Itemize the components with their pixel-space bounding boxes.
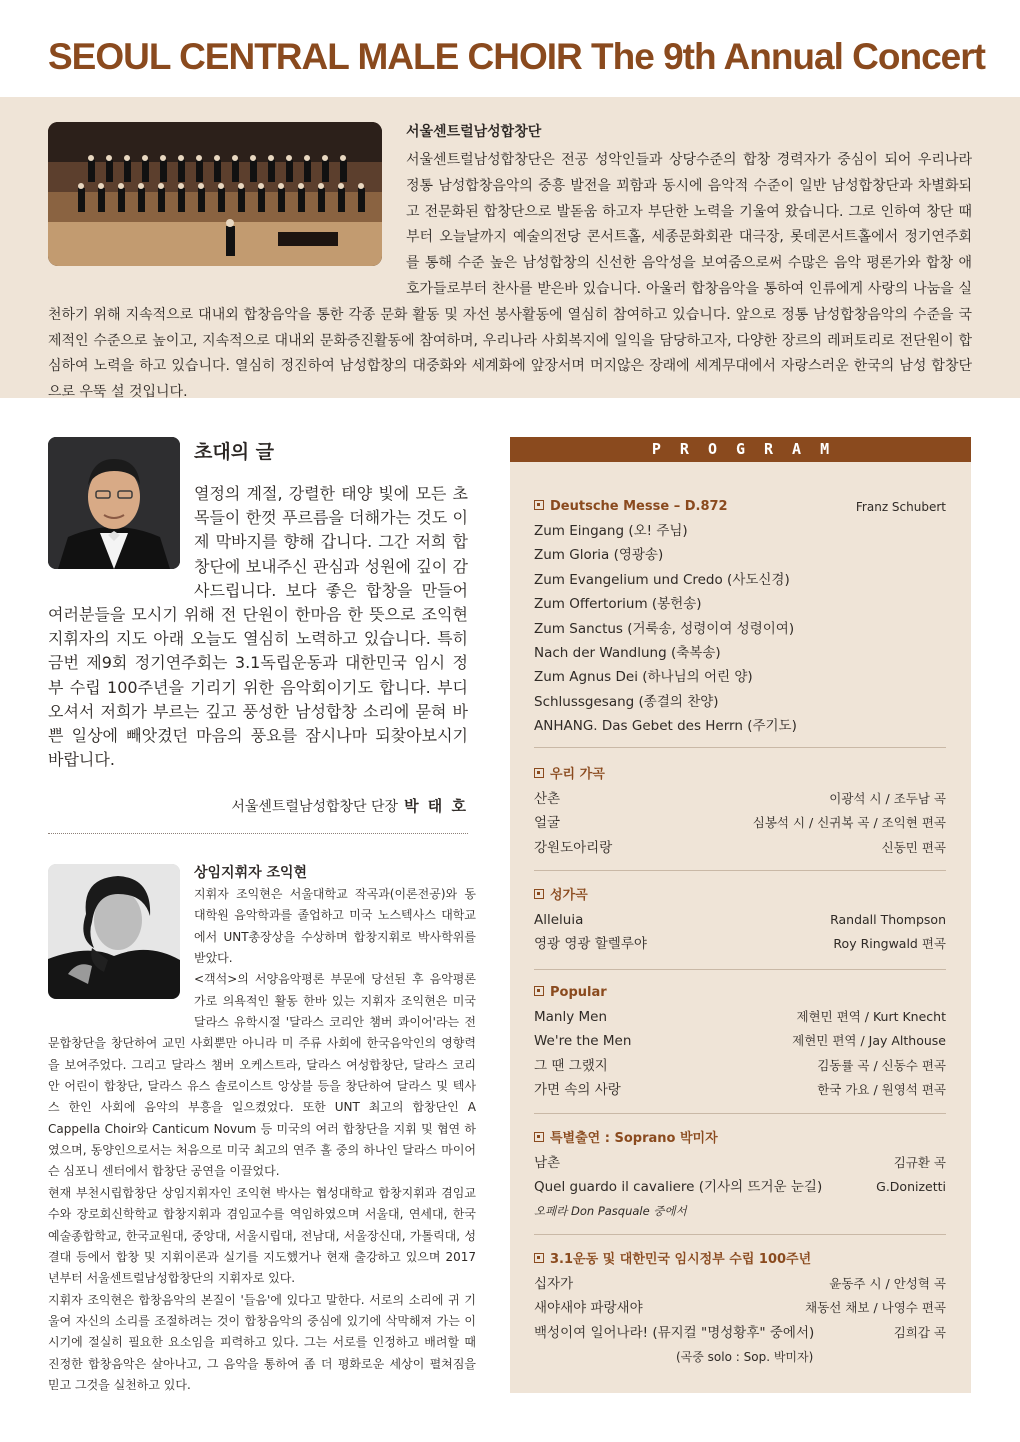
- section-rule: [534, 969, 946, 970]
- square-bullet-icon: [534, 1253, 544, 1263]
- section-title: [534, 1248, 946, 1272]
- choir-intro-section: [0, 97, 1020, 401]
- program-item: Quel guardo il cavaliere (기사의 뜨거운 눈길) G.Donizetti: [534, 1179, 946, 1196]
- program-item: Zum Offertorium (봉헌송): [534, 596, 702, 613]
- signature-name: 박 태 호: [404, 797, 468, 815]
- program-item: 산촌 이광석 시 / 조두남 곡: [534, 791, 946, 807]
- square-bullet-icon: [534, 768, 544, 778]
- program-item: Manly Men 제현민 편역 / Kurt Knecht: [534, 1009, 946, 1025]
- program-item: We're the Men 제현민 편역 / Jay Althouse: [534, 1033, 946, 1050]
- section-title-text: 특별출연 : Soprano 박미자: [550, 1131, 718, 1146]
- program-item: 얼굴 심봉석 시 / 신귀복 곡 / 조익현 편곡: [534, 815, 946, 832]
- section-title: [534, 495, 946, 519]
- program-section: [534, 495, 946, 739]
- program-item: 백성이여 일어나라! (뮤지컬 "명성황후" 중에서) 김희갑 곡: [534, 1324, 946, 1341]
- program-item: Alleluia Randall Thompson: [534, 912, 946, 928]
- square-bullet-icon: [534, 889, 544, 899]
- program-panel: [510, 437, 971, 1393]
- program-section: [534, 1248, 946, 1370]
- program-item: 새야새야 파랑새야 채동선 채보 / 나영수 편곡: [534, 1300, 946, 1317]
- program-section: [534, 763, 946, 860]
- section-divider: [48, 833, 468, 834]
- greeting-body-wrap: [48, 482, 468, 772]
- conductor-paragraph: 현재 부천시립합창단 상임지휘자인 조익현 박사는 협성대학교 합창지휘과 겸임교수와 장로회신학학교 합창지휘과 겸임교수를 역임하였으며 서울대, 연세대, 한국예술종합학교, 한국교원대, 중앙대, 서울시립대, 전남대, 서울장신대, 가톨릭대, 성결대 등에서 합창 및 지휘이론과 실기를 지도했거나 현재 출강하고 있으며 2017년부터 서울센트럴남성합창단의 지휘자로 있다.: [48, 1185, 476, 1286]
- program-item: 가면 속의 사랑 한국 가요 / 원영석 편곡: [534, 1082, 946, 1099]
- program-item: 십자가 윤동주 시 / 안성혁 곡: [534, 1276, 946, 1292]
- section-rule: [534, 1234, 946, 1235]
- program-item: 강원도아리랑 신동민 편곡: [534, 839, 946, 856]
- choir-intro-heading: 서울센트럴남성합창단: [406, 124, 542, 140]
- section-title-text: Popular: [550, 985, 607, 1000]
- section-title-text: 성가곡: [550, 888, 588, 903]
- conductor-paragraph: 지휘자 조익현은 서울대학교 작곡과(이론전공)와 동 대학원 음악학과를 졸업하고 미국 노스텍사스 대학교에서 UNT총장상을 수상하며 합창지휘로 박사학위를 받았다.: [194, 887, 476, 966]
- greeting-body: 열정의 계절, 강렬한 태양 빛에 모든 초목들이 한껏 푸르름을 더해가는 것도 이제 막바지를 향해 갑니다. 그간 저희 합창단에 보내주신 관심과 성원에 깊이 감사드립니다. 보다 좋은 합창을 만들어 여러분들을 모시기 위해 전 단원이 한마음 한 뜻으로 조익현 지휘자의 지도 아래 오늘도 열심히 노력하고 있습니다. 특히 금번 제9회 정기연주회는 3.1독립운동과 대한민국 임시 정부 수립 100주년을 기리기 위한 음악회이기도 합니다. 부디 오셔서 저희가 부르는 깊고 풍성한 남성합창 소리에 묻혀 바쁜 일상에 빼앗겼던 마음의 풍요를 잠시나마 되찾아보시기 바랍니다.: [48, 484, 468, 770]
- section-title-text: 3.1운동 및 대한민국 임시정부 수립 100주년: [550, 1252, 812, 1267]
- square-bullet-icon: [534, 986, 544, 996]
- section-title: [534, 1127, 946, 1151]
- signature-org: 서울센트럴남성합창단 단장: [231, 799, 399, 815]
- choir-intro-body: 서울센트럴남성합창단은 전공 성악인들과 상당수준의 합창 경력자가 중심이 되어 우리나라 정통 남성합창음악의 중흥 발전을 꾀함과 동시에 음악적 수준이 일반 남성합창단과 차별화되고 전문화된 합창단으로 발돋움 하고자 부단한 노력을 기울여 왔습니다. 그로 인하여 창단 때부터 오늘날까지 예술의전당 콘서트홀, 세종문화회관 대극장, 롯데콘서트홀에서 정기연주회를 통해 수준 높은 남성합창의 신선한 음악성을 보여줌으로써 수많은 음악 평론가와 합창 애호가들로부터 찬사를 받은바 있습니다. 아울러 합창음악을 통하여 인류에게 사랑의 나눔을 실천하기 위해 지속적으로 대내외 합창음악을 통한 각종 문화 활동 및 자선 봉사활동에 열심히 참여하고 있습니다. 앞으로 정통 남성합창음악의 수준을 국제적인 수준으로 높이고, 지속적으로 대내외 문화증진활동에 참여하며, 우리나라 사회복지에 일익을 담당하고자, 다양한 장르의 레퍼토리로 전단원이 합심하여 노력을 하고 있습니다. 열심히 정진하여 남성합창의 대중화와 세계화에 앞장서며 머지않은 장래에 세계무대에서 자랑스러운 한국의 남성 합창단으로 우뚝 설 것입니다.: [48, 152, 972, 401]
- section-title: [534, 763, 946, 787]
- program-item: Zum Agnus Dei (하나님의 어린 양): [534, 669, 753, 686]
- conductor-heading: 상임지휘자 조익현: [194, 865, 308, 881]
- program-item: 남촌 김규환 곡: [534, 1155, 946, 1171]
- conductor-paragraph: <객석>의 서양음악평론 부문에 당선된 후 음악평론가로 의욕적인 활동 한바 있는 지휘자 조익현은 미국 달라스 유학시절 '달라스 코리안 챔버 콰이어'라는 전문합창단을 창단하여 교민 사회뿐만 아니라 미 주류 사회에 한국음악인의 영향력을 보여주었다. 그리고 달라스 챔버 오케스트라, 달라스 여성합창단, 달라스 코리안 어린이 합창단, 달라스 유스 솔로이스트 앙상블 등을 창단하여 달라스 및 텍사스 한인 사회에 음악의 부흥을 일으켰었다. 또한 UNT 최고의 합창단인 A Cappella Choir와 Canticum Novum 등 미국의 여러 합창단을 지휘 및 협연 하였으며, 동양인으로서는 처음으로 미국 최고의 연주 홀 중의 하나인 달라스 마이어슨 심포니 센터에서 합창단 공연을 이끌었다.: [48, 972, 476, 1179]
- section-rule: [534, 747, 946, 748]
- program-item: Zum Evangelium und Credo (사도신경): [534, 571, 790, 588]
- choir-intro-body-wrap: [48, 148, 972, 406]
- greeting-heading: 초대의 글: [194, 441, 275, 463]
- section-title-text: Deutsche Messe – D.872: [550, 499, 728, 514]
- program-item: 영광 영광 할렐루야 Roy Ringwald 편곡: [534, 936, 946, 953]
- program-item: ANHANG. Das Gebet des Herrn (주기도): [534, 718, 797, 735]
- section-rule: [534, 870, 946, 871]
- conductor-paragraph: 지휘자 조익현은 합창음악의 본질이 '들음'에 있다고 말한다. 서로의 소리에 귀 기울여 자신의 소리를 조절하려는 것이 합창음악의 중심에 있기에 삭막해져 가는 이 시기에 절실히 필요한 요소임을 피력하고 있다. 그는 서로를 인정하고 배려할 때 진정한 합창음악은 살아나고, 그 음악을 통하여 좀 더 평화로운 세상이 펼쳐짐을 믿고 그것을 실천하고 있다.: [48, 1292, 476, 1392]
- square-bullet-icon: [534, 1132, 544, 1142]
- program-item: Schlussgesang (종결의 찬양): [534, 693, 719, 710]
- program-section: [534, 981, 946, 1103]
- program-item: 그 땐 그랬지 김동률 곡 / 신동수 편곡: [534, 1057, 946, 1074]
- square-bullet-icon: [534, 500, 544, 510]
- greeting-signature: [48, 795, 468, 816]
- program-item: Nach der Wandlung (축복송): [534, 644, 721, 661]
- program-item: Zum Sanctus (거룩송, 성령이여 성령이여): [534, 620, 795, 637]
- section-title: [534, 884, 946, 908]
- conductor-body-wrap: [48, 884, 476, 1396]
- program-header-bar: PROGRAM: [510, 437, 971, 462]
- program-item: Zum Eingang (오! 주님): [534, 523, 688, 539]
- page-title: SEOUL CENTRAL MALE CHOIR The 9th Annual Concert: [48, 36, 985, 77]
- section-rule: [534, 1113, 946, 1114]
- program-section: [534, 884, 946, 957]
- section-title: [534, 981, 946, 1005]
- program-section: [534, 1127, 946, 1222]
- section-composer: Franz Schubert: [855, 500, 946, 514]
- section-title-text: 우리 가곡: [550, 767, 605, 782]
- program-subnote: 오페라 Don Pasquale 중에서: [534, 1203, 687, 1218]
- program-note: (곡중 solo : Sop. 박미자): [676, 1350, 814, 1365]
- program-item: Zum Gloria (영광송): [534, 547, 664, 564]
